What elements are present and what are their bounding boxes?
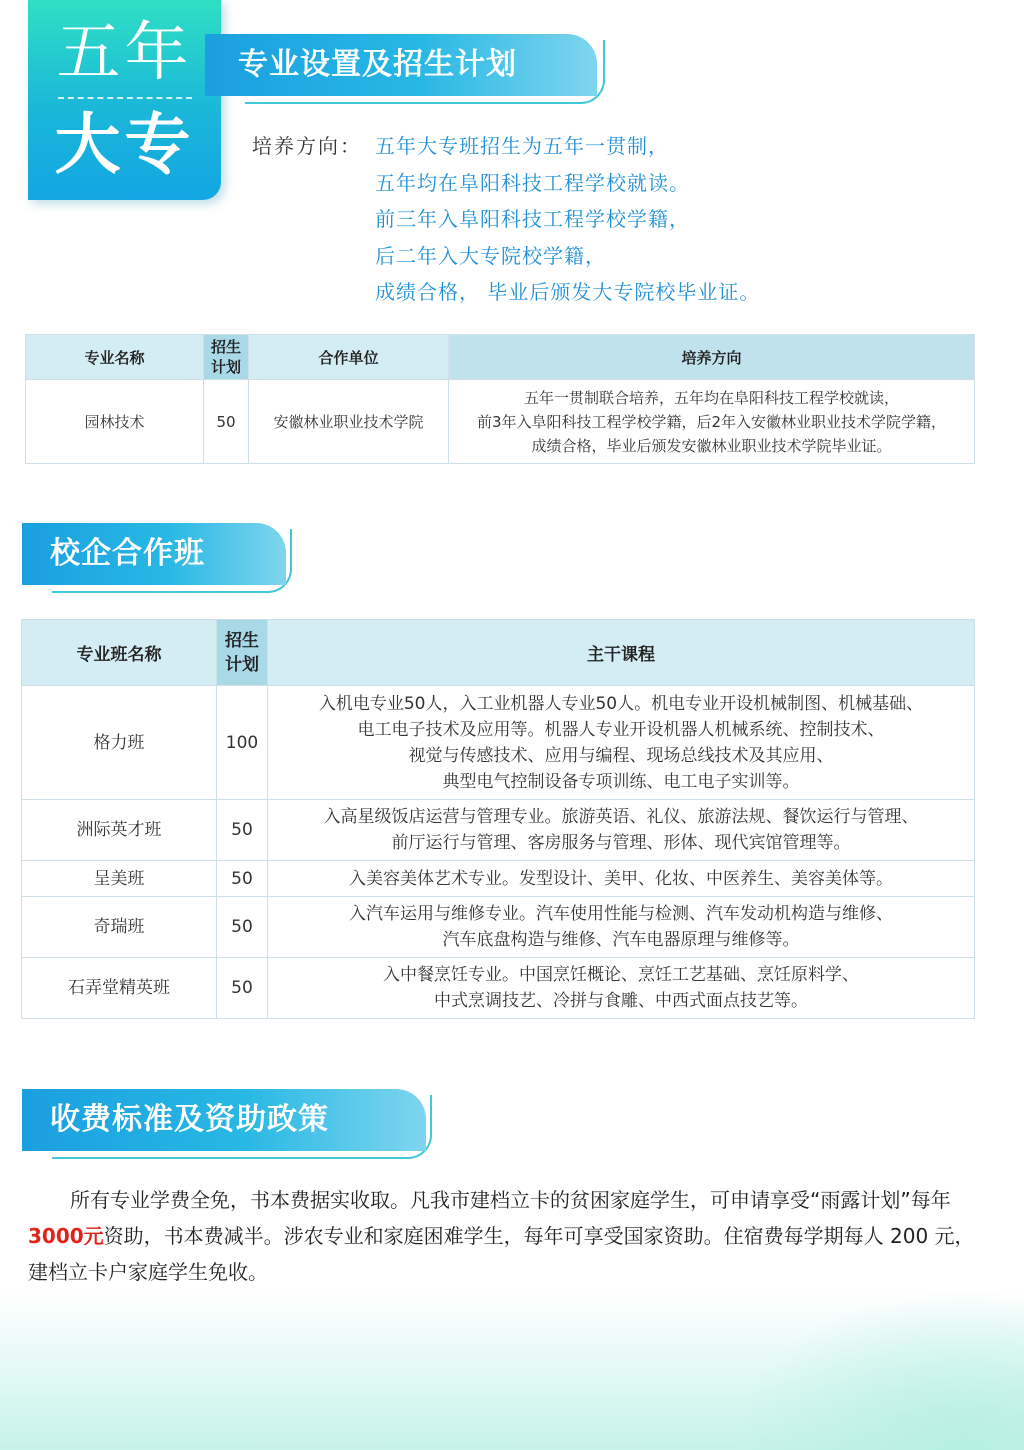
header-plan: 招生计划 xyxy=(217,620,268,686)
cell-plan: 50 xyxy=(217,958,268,1019)
direction-line: 成绩合格， 毕业后颁发大专院校毕业证。 xyxy=(375,280,761,304)
header-major: 专业名称 xyxy=(26,335,204,380)
cell-plan: 50 xyxy=(217,897,268,958)
section-header-cooperation xyxy=(22,523,292,585)
table-row xyxy=(22,897,975,958)
subsidy-amount: 3000元 xyxy=(28,1224,104,1248)
enrollment-table xyxy=(25,334,975,464)
cell-class-name: 奇瑞班 xyxy=(22,897,217,958)
direction-line: 五年均在阜阳科技工程学校就读。 xyxy=(375,170,690,195)
cell-courses: 入机电专业50人，入工业机器人专业50人。机电专业开设机械制图、机械基础、 电工电子技术及应用等。机器人专业开设机器人机械系统、控制技术、 视觉与传感技术、应用与编程、现场总线技术及其应用、 典型电气控制设备专项训练、电工电子实训等。 xyxy=(268,686,975,800)
cell-partner: 安徽林业职业技术学院 xyxy=(249,380,449,464)
badge-bottom-text: 大专 xyxy=(54,106,195,183)
badge-top-text: 五年 xyxy=(56,16,193,90)
cell-direction: 五年一贯制联合培养，五年均在阜阳科技工程学校就读， 前3年入阜阳科技工程学校学籍，后2年入安徽林业职业技术学院学籍， 成绩合格，毕业后颁发安徽林业职业技术学院毕业证。 xyxy=(449,380,975,464)
table-row xyxy=(22,686,975,800)
cell-plan: 100 xyxy=(217,686,268,800)
cell-plan: 50 xyxy=(217,800,268,861)
cooperation-table xyxy=(21,619,975,1019)
header-class-name: 专业班名称 xyxy=(22,620,217,686)
direction-lines xyxy=(375,128,760,311)
header-direction: 培养方向 xyxy=(449,335,975,380)
badge-divider xyxy=(58,97,192,99)
cell-class-name: 呈美班 xyxy=(22,861,217,897)
header-partner: 合作单位 xyxy=(249,335,449,380)
cell-class-name: 洲际英才班 xyxy=(22,800,217,861)
table-row xyxy=(26,380,975,464)
cell-class-name: 石弄堂精英班 xyxy=(22,958,217,1019)
section-header-enrollment xyxy=(205,34,605,96)
cell-plan: 50 xyxy=(217,861,268,897)
section-title: 收费标准及资助政策 xyxy=(50,1102,329,1137)
cell-courses: 入美容美体艺术专业。发型设计、美甲、化妆、中医养生、美容美体等。 xyxy=(268,861,975,897)
cell-courses: 入中餐烹饪专业。中国烹饪概论、烹饪工艺基础、烹饪原料学、 中式烹调技艺、冷拼与食雕、中西式面点技艺等。 xyxy=(268,958,975,1019)
cell-courses: 入高星级饭店运营与管理专业。旅游英语、礼仪、旅游法规、餐饮运行与管理、 前厅运行与管理、客房服务与管理、形体、现代宾馆管理等。 xyxy=(268,800,975,861)
section-title: 校企合作班 xyxy=(50,536,205,571)
cell-major: 园林技术 xyxy=(26,380,204,464)
cell-class-name: 格力班 xyxy=(22,686,217,800)
table-header-row xyxy=(26,335,975,380)
fees-paragraph xyxy=(28,1182,988,1290)
section-title: 专业设置及招生计划 xyxy=(238,47,517,82)
cell-courses: 入汽车运用与维修专业。汽车使用性能与检测、汽车发动机构造与维修、 汽车底盘构造与维修、汽车电器原理与维修等。 xyxy=(268,897,975,958)
header-courses: 主干课程 xyxy=(268,620,975,686)
cell-plan: 50 xyxy=(204,380,249,464)
table-row xyxy=(22,958,975,1019)
program-badge xyxy=(28,0,221,200)
header-plan: 招生计划 xyxy=(204,335,249,380)
bottom-background-glow xyxy=(0,1290,1024,1450)
direction-line: 前三年入阜阳科技工程学校学籍， xyxy=(375,207,690,231)
direction-label: 培养方向： xyxy=(252,134,362,158)
section-header-fees xyxy=(22,1089,432,1151)
direction-line: 五年大专班招生为五年一贯制， xyxy=(375,134,669,158)
table-row xyxy=(22,861,975,897)
fees-text: 所有专业学费全免，书本费据实收取。凡我市建档立卡的贫困家庭学生，可申请享受“雨露计划”每年 xyxy=(70,1188,951,1212)
direction-line: 后二年入大专院校学籍， xyxy=(375,243,606,268)
table-header-row xyxy=(22,620,975,686)
table-row xyxy=(22,800,975,861)
fees-text: 资助，书本费减半。涉农专业和家庭困难学生，每年可享受国家资助。住宿费每学期每人 200 元，建档立卡户家庭学生免收。 xyxy=(28,1224,975,1284)
